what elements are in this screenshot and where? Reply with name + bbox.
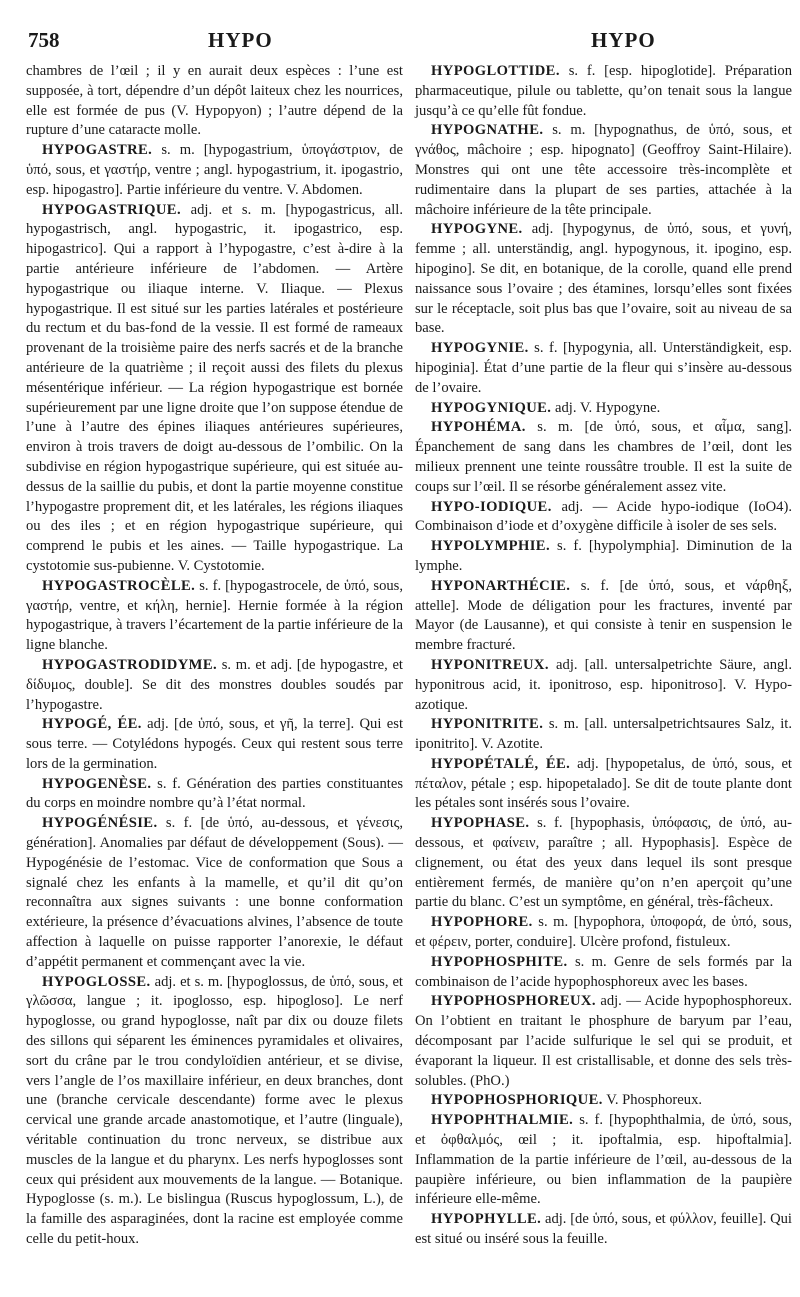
entry-hypognathe: HYPOGNATHE. s. m. [hypognathus, de ὑπό, sous, et γνάθος, mâchoire ; esp. hipognato] (Geoffroy Saint-Hilaire). Monstres qui ont une tête accessoire très-incomplète et rudimentaire dans la plupart de ses parties, attachée à la mâchoire inférieure de la tête principale. bbox=[415, 122, 792, 218]
entry-hypophosphoreux: HYPOPHOSPHOREUX. adj. — Acide hypophosphoreux. On l’obtient en traitant le phosphure de baryum par l’eau, décomposant par l’acide sulfurique le sel qui se produit, et évaporant la liqueur. Il est cristallisable, et donne des sels très-solubles. (PhO.) bbox=[415, 993, 792, 1089]
text-columns bbox=[26, 62, 792, 1250]
running-head bbox=[26, 28, 792, 58]
entry-hyponarthecie: HYPONARTHÉCIE. s. f. [de ὑπό, sous, et νάρθηξ, attelle]. Mode de déligation pour les fractures, inventé par Mayor (de Lausanne), et qui consiste à tenir en suspension le membre fracturé. bbox=[415, 577, 792, 654]
entry-hyponitreux: HYPONITREUX. adj. [all. untersalpetrichte Säure, angl. hyponitrous acid, it. iponitroso, esp. hiponitroso]. V. Hypo-azotique. bbox=[415, 656, 792, 713]
entry-hypogenesie: HYPOGÉNÉSIE. s. f. [de ὑπό, au-dessous, et γένεσις, génération]. Anomalies par défaut de développement (Sous). — Hypogénésie de l’estomac. Vice de conformation que Sous a signalé chez les enfants à la mamelle, et qu’il dit qu’on reconnaîtra aux signes suivants : une bonne conformation extérieure, la présence d’évacuations alvines, l’absence de toute affection à laquelle on puisse rapporter l’anorexie, le défaut d’appétit permanent et commençant avec la vie. bbox=[26, 815, 403, 970]
entry-hyponitrite: HYPONITRITE. s. m. [all. untersalpetrichtsaures Salz, it. iponitrito]. V. Azotite. bbox=[415, 716, 792, 753]
entry-hypoglosse: HYPOGLOSSE. adj. et s. m. [hypoglossus, de ὑπό, sous, et γλῶσσα, langue ; it. ipoglosso, esp. hipogloso]. Le nerf hypoglosse, ou grand hypoglosse, naît par dix ou douze filets des sillons qui séparent les éminences pyramidales et olivaires, sort du crâne par le trou condyloïdien antérieur, et se divise, vers l’angle de l’os maxillaire inférieur, en deux branches, dont une (branche cervicale descendante) forme avec le plexus cervical une grande arcade anastomotique, et l’autre (linguale), véritable continuation du tronc nerveux, se distribue aux muscles de la langue et du pharynx. Les nerfs hypoglosses sont ceux qui président aux mouvements de la langue. — Botanique. Hypoglosse (s. m.). Le bislingua (Ruscus hypoglossum, L.), de la famille des asparaginées, dont la racine est employée comme celle du petit-houx. bbox=[26, 973, 403, 1248]
left-running-title: HYPO bbox=[208, 28, 273, 52]
entry-hypoglottide: HYPOGLOTTIDE. s. f. [esp. hipoglotide]. Préparation pharmaceutique, pilule ou tablette, qu’on tenait sous la langue jusqu’à ce qu’elle fût fondue. bbox=[415, 63, 792, 119]
entry-hypophosphorique: HYPOPHOSPHORIQUE. V. Phosphoreux. bbox=[431, 1092, 703, 1109]
left-column bbox=[26, 62, 403, 1250]
right-running-title: HYPO bbox=[591, 28, 656, 52]
entry-hypoge: HYPOGÉ, ÉE. adj. [de ὑπό, sous, et γῆ, la terre]. Qui est sous terre. — Cotylédons hypogés. Ceux qui restent sous terre lors de la germination. bbox=[26, 716, 403, 772]
entry-hypophore: HYPOPHORE. s. m. [hypophora, ὑποφορά, de ὑπό, sous, et φέρειν, porter, conduire]. Ulcère profond, fistuleux. bbox=[415, 914, 792, 951]
entry-hypohema: HYPOHÉMA. s. m. [de ὑπό, sous, et αἷμα, sang]. Épanchement de sang dans les chambres de l’œil, dont les milieux prennent une teinte roussâtre trouble. Il est la suite de coups sur l’œil. Il se résorbe généralement assez vite. bbox=[415, 419, 792, 495]
entry-hypogastre: HYPOGASTRE. s. m. [hypogastrium, ὑπογάστριον, de ὑπό, sous, et γαστήρ, ventre ; angl. hypogastrium, it. ipogastrio, esp. hipogastro]. Partie inférieure du ventre. V. Abdomen. bbox=[26, 142, 403, 198]
entry-hypogyne: HYPOGYNE. adj. [hypogynus, de ὑπό, sous, et γυνή, femme ; all. unterständig, angl. hypogynous, it. ipogino, esp. hipogino]. Se dit, en botanique, de la corolle, quand elle prend naissance sous l’ovaire ; des étamines, lorsqu’elles sont fixées sur le réceptacle, soit plus bas que l’ovaire, soit au niveau de sa base. bbox=[415, 221, 792, 337]
entry-continuation: chambres de l’œil ; il y en aurait deux espèces : l’une est supposée, à tort, dépendre d’un dépôt laiteux chez les nourrices, elle est formée de pus (V. Hypopyon) ; l’autre dépend de la rupture d’une cataracte molle. bbox=[26, 63, 403, 139]
entry-hypophase: HYPOPHASE. s. f. [hypophasis, ὑπόφασις, de ὑπό, au-dessous, et φαίνειν, paraître ; all. Hypophasis]. Espèce de clignement, ou état des yeux dans lequel ils sont presque entièrement fermés, de manière qu’on n’en aperçoit qu’une partie du blanc. C’est un symptôme, en général, très-fâcheux. bbox=[415, 815, 792, 911]
entry-hypogynique: HYPOGYNIQUE. adj. V. Hypogyne. bbox=[431, 399, 661, 416]
entry-hypogynie: HYPOGYNIE. s. f. [hypogynia, all. Unterständigkeit, esp. hipoginia]. État d’une partie de la fleur qui s’insère au-dessous de l’ovaire. bbox=[415, 340, 792, 396]
entry-hypogastrodidyme: HYPOGASTRODIDYME. s. m. et adj. [de hypogastre, et δίδυμος, double]. Se dit des monstres doubles soudés par l’hypogastre. bbox=[26, 656, 403, 713]
page-number: 758 bbox=[28, 28, 60, 52]
entry-hypo-iodique: HYPO-IODIQUE. adj. — Acide hypo-iodique (IoO4). Combinaison d’iode et d’oxygène difficile à isoler de ses sels. bbox=[415, 498, 792, 535]
entry-hypogastrique: HYPOGASTRIQUE. adj. et s. m. [hypogastricus, all. hypogastrisch, angl. hypogastric, it. ipogastrico, esp. hipogastrico]. Qui a rapport à l’hypogastre, c’est à-dire à la partie antérieure inférieure de l’abdomen. — Artère hypogastrique ou iliaque interne. V. Iliaque. — Plexus hypogastrique. Il est situé sur les parties latérales et postérieure du rectum et du bas-fond de la vessie. Il est formé de rameaux provenant de la troisième paire des nerfs sacrés et de la branche antérieure de la quatrième ; il reçoit aussi des filets du plexus mésentérique inférieur. — La région hypogastrique est bornée supérieurement par une ligne droite que l’on suppose étendue de l’une à l’autre des épines iliaques antérieures supérieures, environ à trois travers de doigt au-dessous de l’ombilic. On la subdivise en région hypogastrique supérieure, qui est située au-dessus de la saillie du pubis, et dont la partie moyenne constitue l’hypogastre proprement dit, et les latérales, les régions iliaques ou des iles ; et en région hypogastrique supérieure, qui comprend le pubis et les aines. — Taille hypogastrique. La cystotomie sus-pubienne. V. Cystotomie. bbox=[26, 201, 403, 574]
entry-hypophylle: HYPOPHYLLE. adj. [de ὑπό, sous, et φύλλον, feuille]. Qui est situé ou inséré sous la feuille. bbox=[415, 1211, 792, 1248]
entry-hypophthalmie: HYPOPHTHALMIE. s. f. [hypophthalmia, de ὑπό, sous, et ὀφθαλμός, œil ; it. ipoftalmia, esp. hipoftalmia]. Inflammation de la partie inférieure de l’œil, au-dessous de la paupière inférieure, ou bien inflammation de la paupière inférieure elle-même. bbox=[415, 1112, 792, 1208]
entry-hypopetale: HYPOPÉTALÉ, ÉE. adj. [hypopetalus, de ὑπό, sous, et πέταλον, pétale ; esp. hipopetalado]. Se dit de toute plante dont les pétales sont insérés sous l’ovaire. bbox=[415, 755, 792, 812]
entry-hypophosphite: HYPOPHOSPHITE. s. m. Genre de sels formés par la combinaison de l’acide hypophosphoreux avec les bases. bbox=[415, 953, 792, 990]
entry-hypogenese: HYPOGENÈSE. s. f. Génération des parties constituantes du corps en moindre nombre qu’à l’état normal. bbox=[26, 775, 403, 812]
right-column bbox=[415, 62, 792, 1250]
entry-hypolymphie: HYPOLYMPHIE. s. f. [hypolymphia]. Diminution de la lymphe. bbox=[415, 538, 792, 574]
entry-hypogastrocele: HYPOGASTROCÈLE. s. f. [hypogastrocele, de ὑπό, sous, γαστήρ, ventre, et κήλη, hernie]. Hernie formée à la région hypogastrique, à travers l’écartement de la partie inférieure de la ligne blanche. bbox=[26, 577, 403, 654]
